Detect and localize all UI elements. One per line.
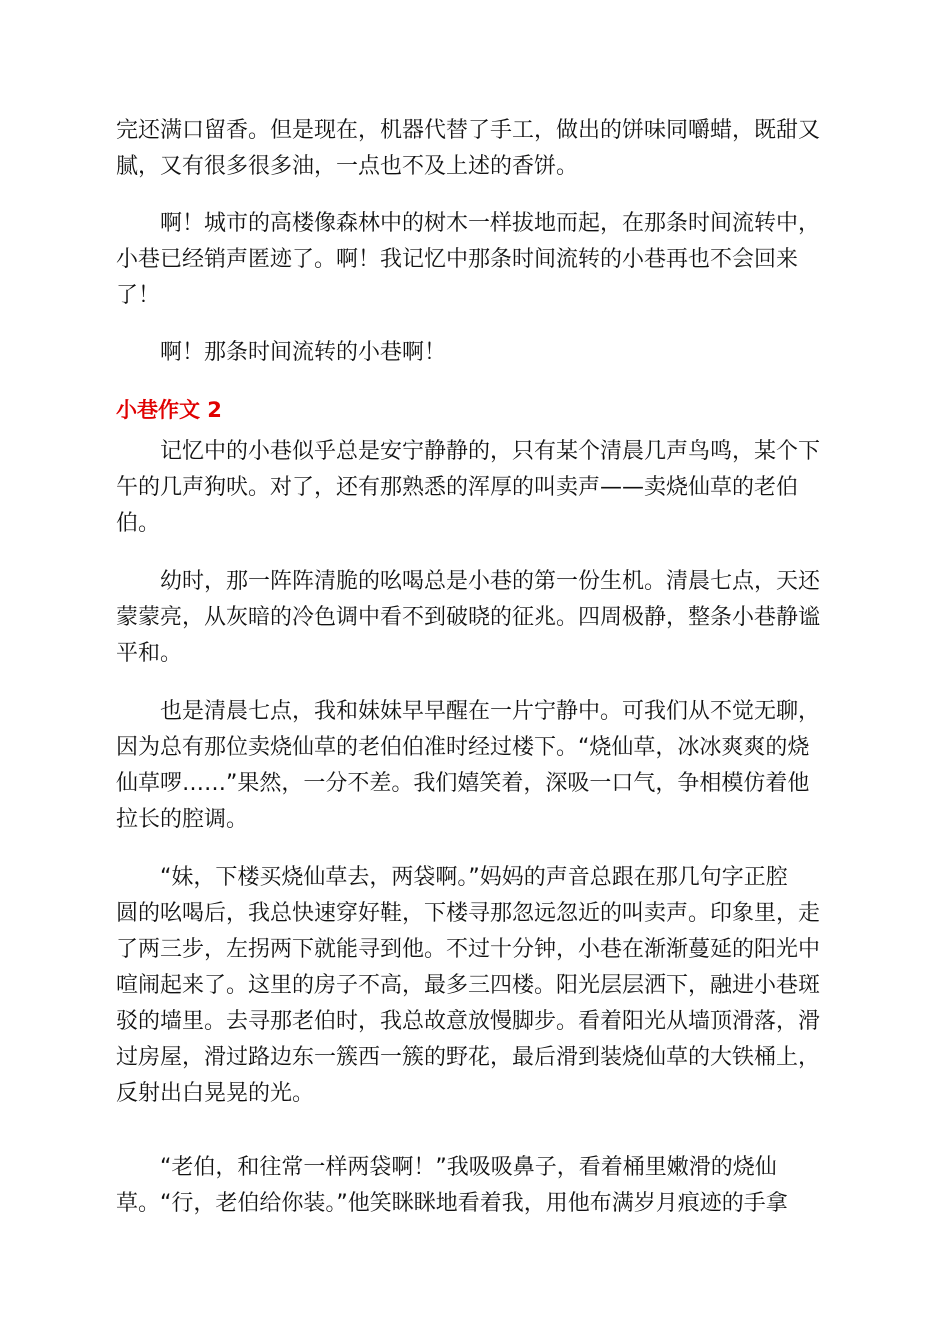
paragraph-line: 啊！那条时间流转的小巷啊！: [116, 340, 447, 365]
paragraph-line: 蒙蒙亮，从灰暗的冷色调中看不到破晓的征兆。四周极静，整条小巷静谧: [116, 605, 821, 630]
paragraph-line: 仙草啰……”果然，一分不差。我们嬉笑着，深吸一口气，争相模仿着他: [116, 771, 810, 796]
paragraph-line: 了！: [116, 283, 161, 308]
paragraph-line: 喧闹起来了。这里的房子不高，最多三四楼。阳光层层洒下，融进小巷斑: [116, 973, 821, 998]
section-heading: 小巷作文 2: [116, 398, 222, 422]
paragraph-line: 小巷已经销声匿迹了。啊！我记忆中那条时间流转的小巷再也不会回来: [116, 247, 799, 272]
paragraph-line: 伯。: [116, 511, 161, 536]
paragraph-line: 幼时，那一阵阵清脆的吆喝总是小巷的第一份生机。清晨七点，天还: [116, 569, 821, 594]
paragraph-line: 午的几声狗吠。对了，还有那熟悉的浑厚的叫卖声——卖烧仙草的老伯: [116, 475, 799, 500]
paragraph-line: “老伯，和往常一样两袋啊！”我吸吸鼻子，看着桶里嫩滑的烧仙: [116, 1155, 777, 1180]
paragraph-line: 过房屋，滑过路边东一簇西一簇的野花，最后滑到装烧仙草的大铁桶上，: [116, 1045, 821, 1070]
paragraph-line: 啊！城市的高楼像森林中的树木一样拔地而起，在那条时间流转中，: [116, 211, 821, 236]
paragraph-line: “妹，下楼买烧仙草去，两袋啊。”妈妈的声音总跟在那几句字正腔: [116, 865, 788, 890]
paragraph-line: 圆的吆喝后，我总快速穿好鞋，下楼寻那忽远忽近的叫卖声。印象里，走: [116, 901, 821, 926]
paragraph-line: 反射出白晃晃的光。: [116, 1081, 315, 1106]
paragraph-line: 驳的墙里。去寻那老伯时，我总故意放慢脚步。看着阳光从墙顶滑落，滑: [116, 1009, 821, 1034]
paragraph-line: 也是清晨七点，我和妹妹早早醒在一片宁静中。可我们从不觉无聊，: [116, 699, 821, 724]
paragraph-line: 记忆中的小巷似乎总是安宁静静的，只有某个清晨几声鸟鸣，某个下: [116, 439, 821, 464]
paragraph-line: 草。“行，老伯给你装。”他笑眯眯地看着我，用他布满岁月痕迹的手拿: [116, 1191, 788, 1216]
paragraph-line: 完还满口留香。但是现在，机器代替了手工，做出的饼味同嚼蜡，既甜又: [116, 118, 821, 143]
paragraph-line: 腻，又有很多很多油，一点也不及上述的香饼。: [116, 154, 579, 179]
paragraph-line: 拉长的腔调。: [116, 807, 249, 832]
paragraph-line: 了两三步，左拐两下就能寻到他。不过十分钟，小巷在渐渐蔓延的阳光中: [116, 937, 821, 962]
paragraph-line: 平和。: [116, 641, 183, 666]
paragraph-line: 因为总有那位卖烧仙草的老伯伯准时经过楼下。“烧仙草，冰冰爽爽的烧: [116, 735, 810, 760]
